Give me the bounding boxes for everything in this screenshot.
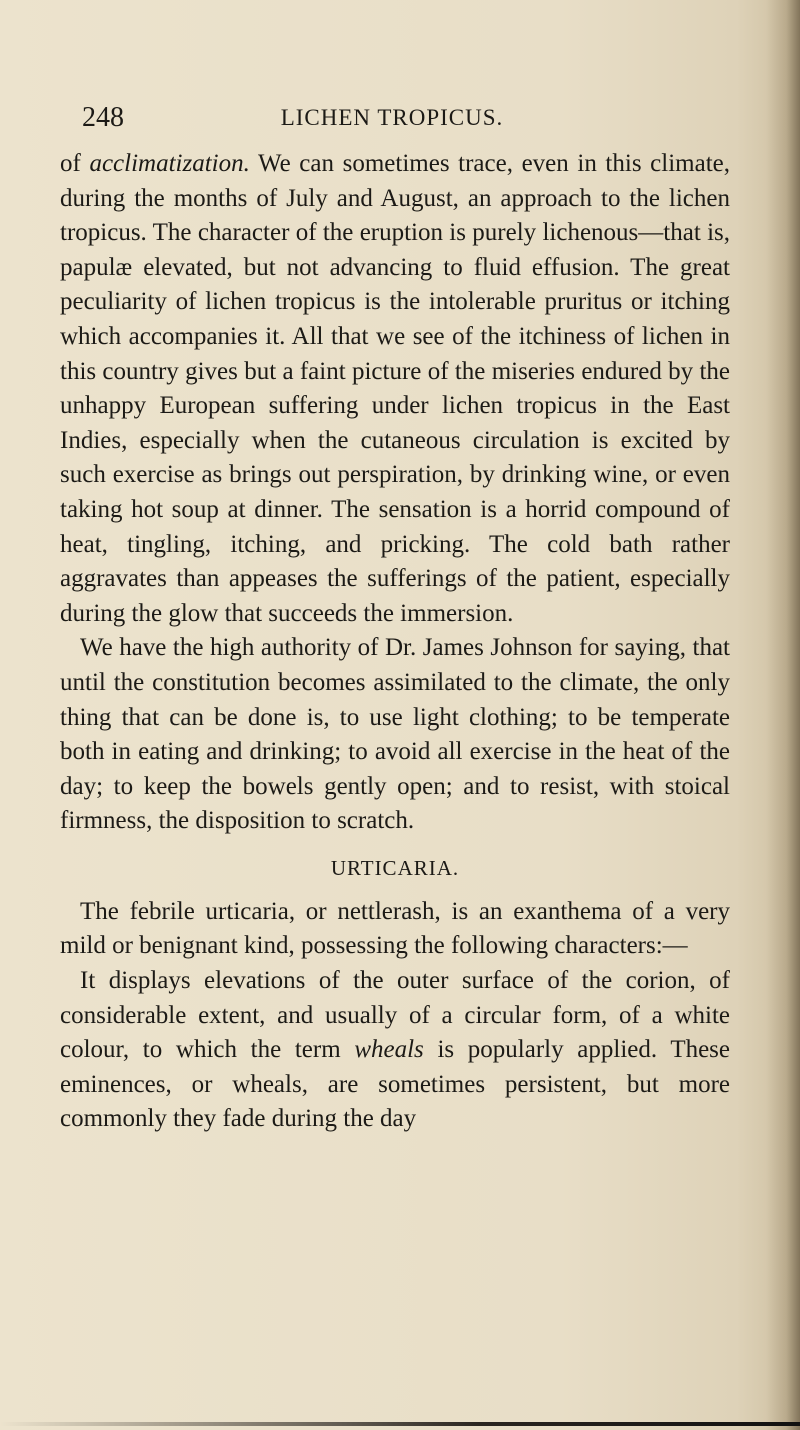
page-header	[72, 98, 712, 138]
paragraph-1-start: of	[60, 150, 90, 177]
running-head: LICHEN TROPICUS.	[280, 105, 504, 130]
paragraph-2: We have the high authority of Dr. James Johnson for saying, that until the constitution becomes assimilated to the climate, the only thing that can be done is, to use light clothing; to be temperate both in eating and drinking; to avoid all exercise in the heat of the day; to keep the bowels gently open; and to resist, with stoical firmness, the disposition to scratch.	[60, 634, 730, 835]
paragraph-4-rest: is popularly applied. These eminences, or wheals, are sometimes persistent, but more commonly they fade during the day	[60, 1036, 731, 1133]
bottom-edge-rule	[0, 1422, 800, 1426]
paragraph-4-start: It displays elevations of the outer surface of the corion, of considerable extent, and usually of a circular form, of a white colour, to which the term	[60, 967, 730, 1064]
paragraph-1-rest: We can sometimes trace, even in this climate, during the months of July and August, an approach to the lichen tropicus. The character of the eruption is purely lichenous—that is, papulæ elevated, but not advancing to fluid effusion. The great peculiarity of lichen tropicus is the intolerable pruritus or itching which accompanies it. All that we see of the itchiness of lichen in this country gives but a faint picture of the miseries endured by the unhappy European suffering under lichen tropicus in the East Indies, especially when the cutaneous circulation is excited by such exercise as brings out perspiration, by drinking wine, or even taking hot soup at dinner. The sensation is a horrid compound of heat, tingling, itching, and pricking. The cold bath rather aggravates than appeases the sufferings of the patient, especially during the glow that succeeds the immersion.	[60, 150, 730, 627]
page-number: 248	[82, 102, 124, 133]
body-text	[60, 147, 730, 1137]
italic-term-acclimatization: acclimatization.	[89, 150, 250, 177]
paragraph-3: The febrile urticaria, or nettlerash, is an exanthema of a very mild or benignant kind, possessing the following characters:—	[60, 897, 730, 960]
paragraph-1	[60, 147, 730, 631]
page-edge-shadow	[766, 0, 800, 1430]
section-heading-urticaria: URTICARIA.	[330, 855, 460, 880]
paragraph-4	[60, 964, 730, 1137]
italic-term-wheals: wheals	[354, 1036, 424, 1064]
